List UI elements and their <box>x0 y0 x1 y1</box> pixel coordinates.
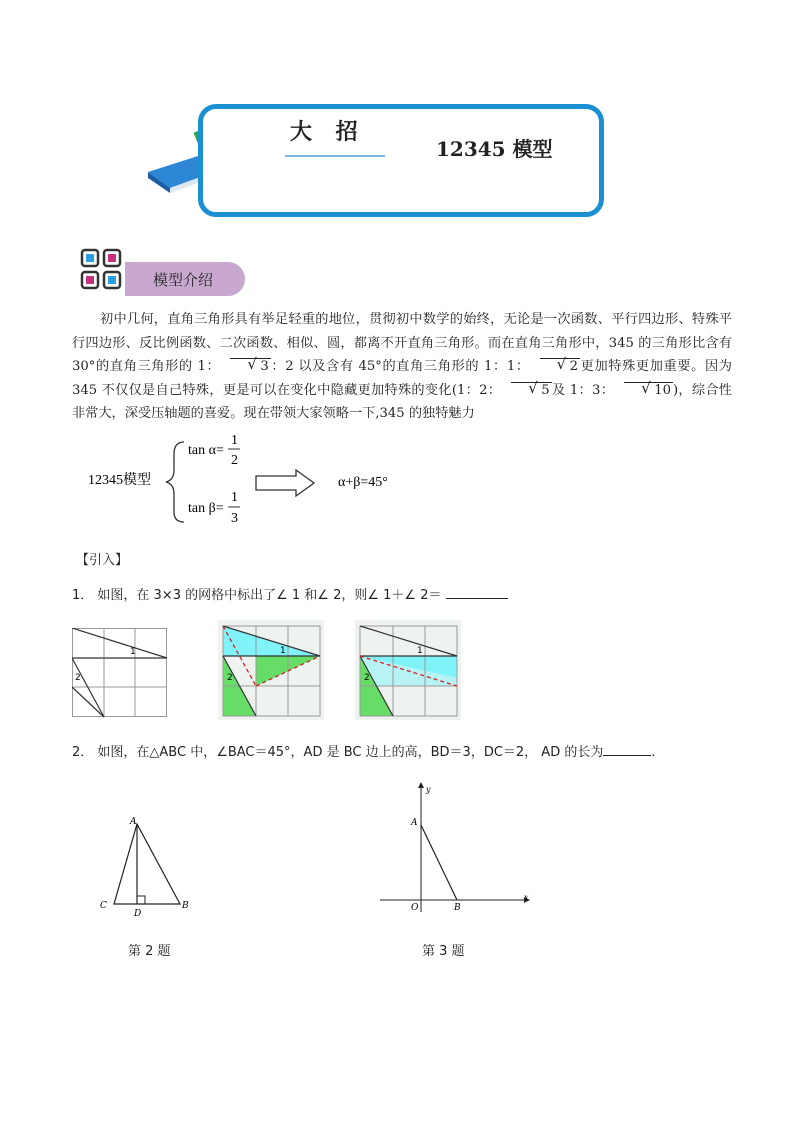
label-A: A <box>130 817 137 827</box>
sqrt-10: √ 10 <box>624 382 673 399</box>
tan-beta: tan β= <box>188 501 224 516</box>
frac-alpha-den: 2 <box>231 453 238 468</box>
label-C: C <box>100 901 107 911</box>
label-y: y <box>426 785 431 794</box>
question-1: 1． 如图，在 3×3 的网格中标出了∠ 1 和∠ 2，则∠ 1＋∠ 2＝ <box>72 584 508 603</box>
grid-figure-1 <box>72 628 168 718</box>
intro-paragraph: 初中几何，直角三角形具有举足轻重的地位，贯彻初中数学的始终，无论是一次函数、平行四边形、特殊平行四边形、反比例函数、二次函数、相似、圆，都离不开直角三角形。而在直角三角形中，345 的三角形比含有 30°的直角三角形的 1：√ 3 ：2 以及含有 45°的直角三角形的 1：1：√ 2 更加特殊更加重要。因为 345 不仅仅是自己特殊，更是可以在变化中隐藏更加特殊的变化(1：2：√ 5 及 1：3：√ 10 )，综合性非常大，深受压轴题的喜爱。现在带领大家领略一下,345 的独特魅力 <box>72 308 732 426</box>
angle-1-label: 1 <box>417 646 423 656</box>
label-x: x <box>524 893 529 902</box>
sqrt-2: √ 2 <box>540 358 580 375</box>
section-icon <box>80 248 130 298</box>
label-B: B <box>454 903 461 913</box>
angle-2-label: 2 <box>364 673 370 683</box>
caption-fig-2: 第 2 题 <box>128 944 171 959</box>
arrow-icon <box>256 470 314 496</box>
frac-beta-den: 3 <box>231 511 238 526</box>
grid-figure-2 <box>218 620 324 720</box>
grid-figure-3 <box>355 620 461 720</box>
banner-subtitle: 12345 模型 <box>436 137 553 161</box>
angle-1-label: 1 <box>280 646 286 656</box>
answer-blank-2[interactable] <box>603 743 651 756</box>
section-label: 模型介绍 <box>125 262 245 296</box>
triangle-figure <box>92 812 202 922</box>
tan-alpha: tan α= <box>188 443 224 458</box>
label-A: A <box>411 818 418 828</box>
label-O: O <box>411 903 419 913</box>
answer-blank-1[interactable] <box>446 586 508 599</box>
label-D: D <box>134 909 142 919</box>
sqrt-5: √ 5 <box>511 382 551 399</box>
caption-fig-3: 第 3 题 <box>422 944 465 959</box>
banner-title: 大 招 <box>290 119 366 145</box>
formula-name: 12345模型 <box>88 473 151 488</box>
banner-underline <box>285 155 385 157</box>
question-2: 2． 如图，在△ABC 中，∠BAC＝45°，AD 是 BC 边上的高，BD＝3，DC＝2， AD 的长为 . <box>72 745 656 760</box>
sqrt-3: √ 3 <box>230 358 270 375</box>
formula-result: α+β=45° <box>338 475 388 490</box>
label-B: B <box>182 901 189 911</box>
frac-alpha-num: 1 <box>231 433 238 448</box>
angle-1-label: 1 <box>130 647 136 657</box>
angle-2-label: 2 <box>227 673 233 683</box>
axes-figure <box>376 780 536 915</box>
model-formula <box>88 432 418 532</box>
angle-2-label: 2 <box>75 673 81 683</box>
section-intro-heading: 【引入】 <box>76 553 129 568</box>
frac-beta-num: 1 <box>231 490 238 505</box>
